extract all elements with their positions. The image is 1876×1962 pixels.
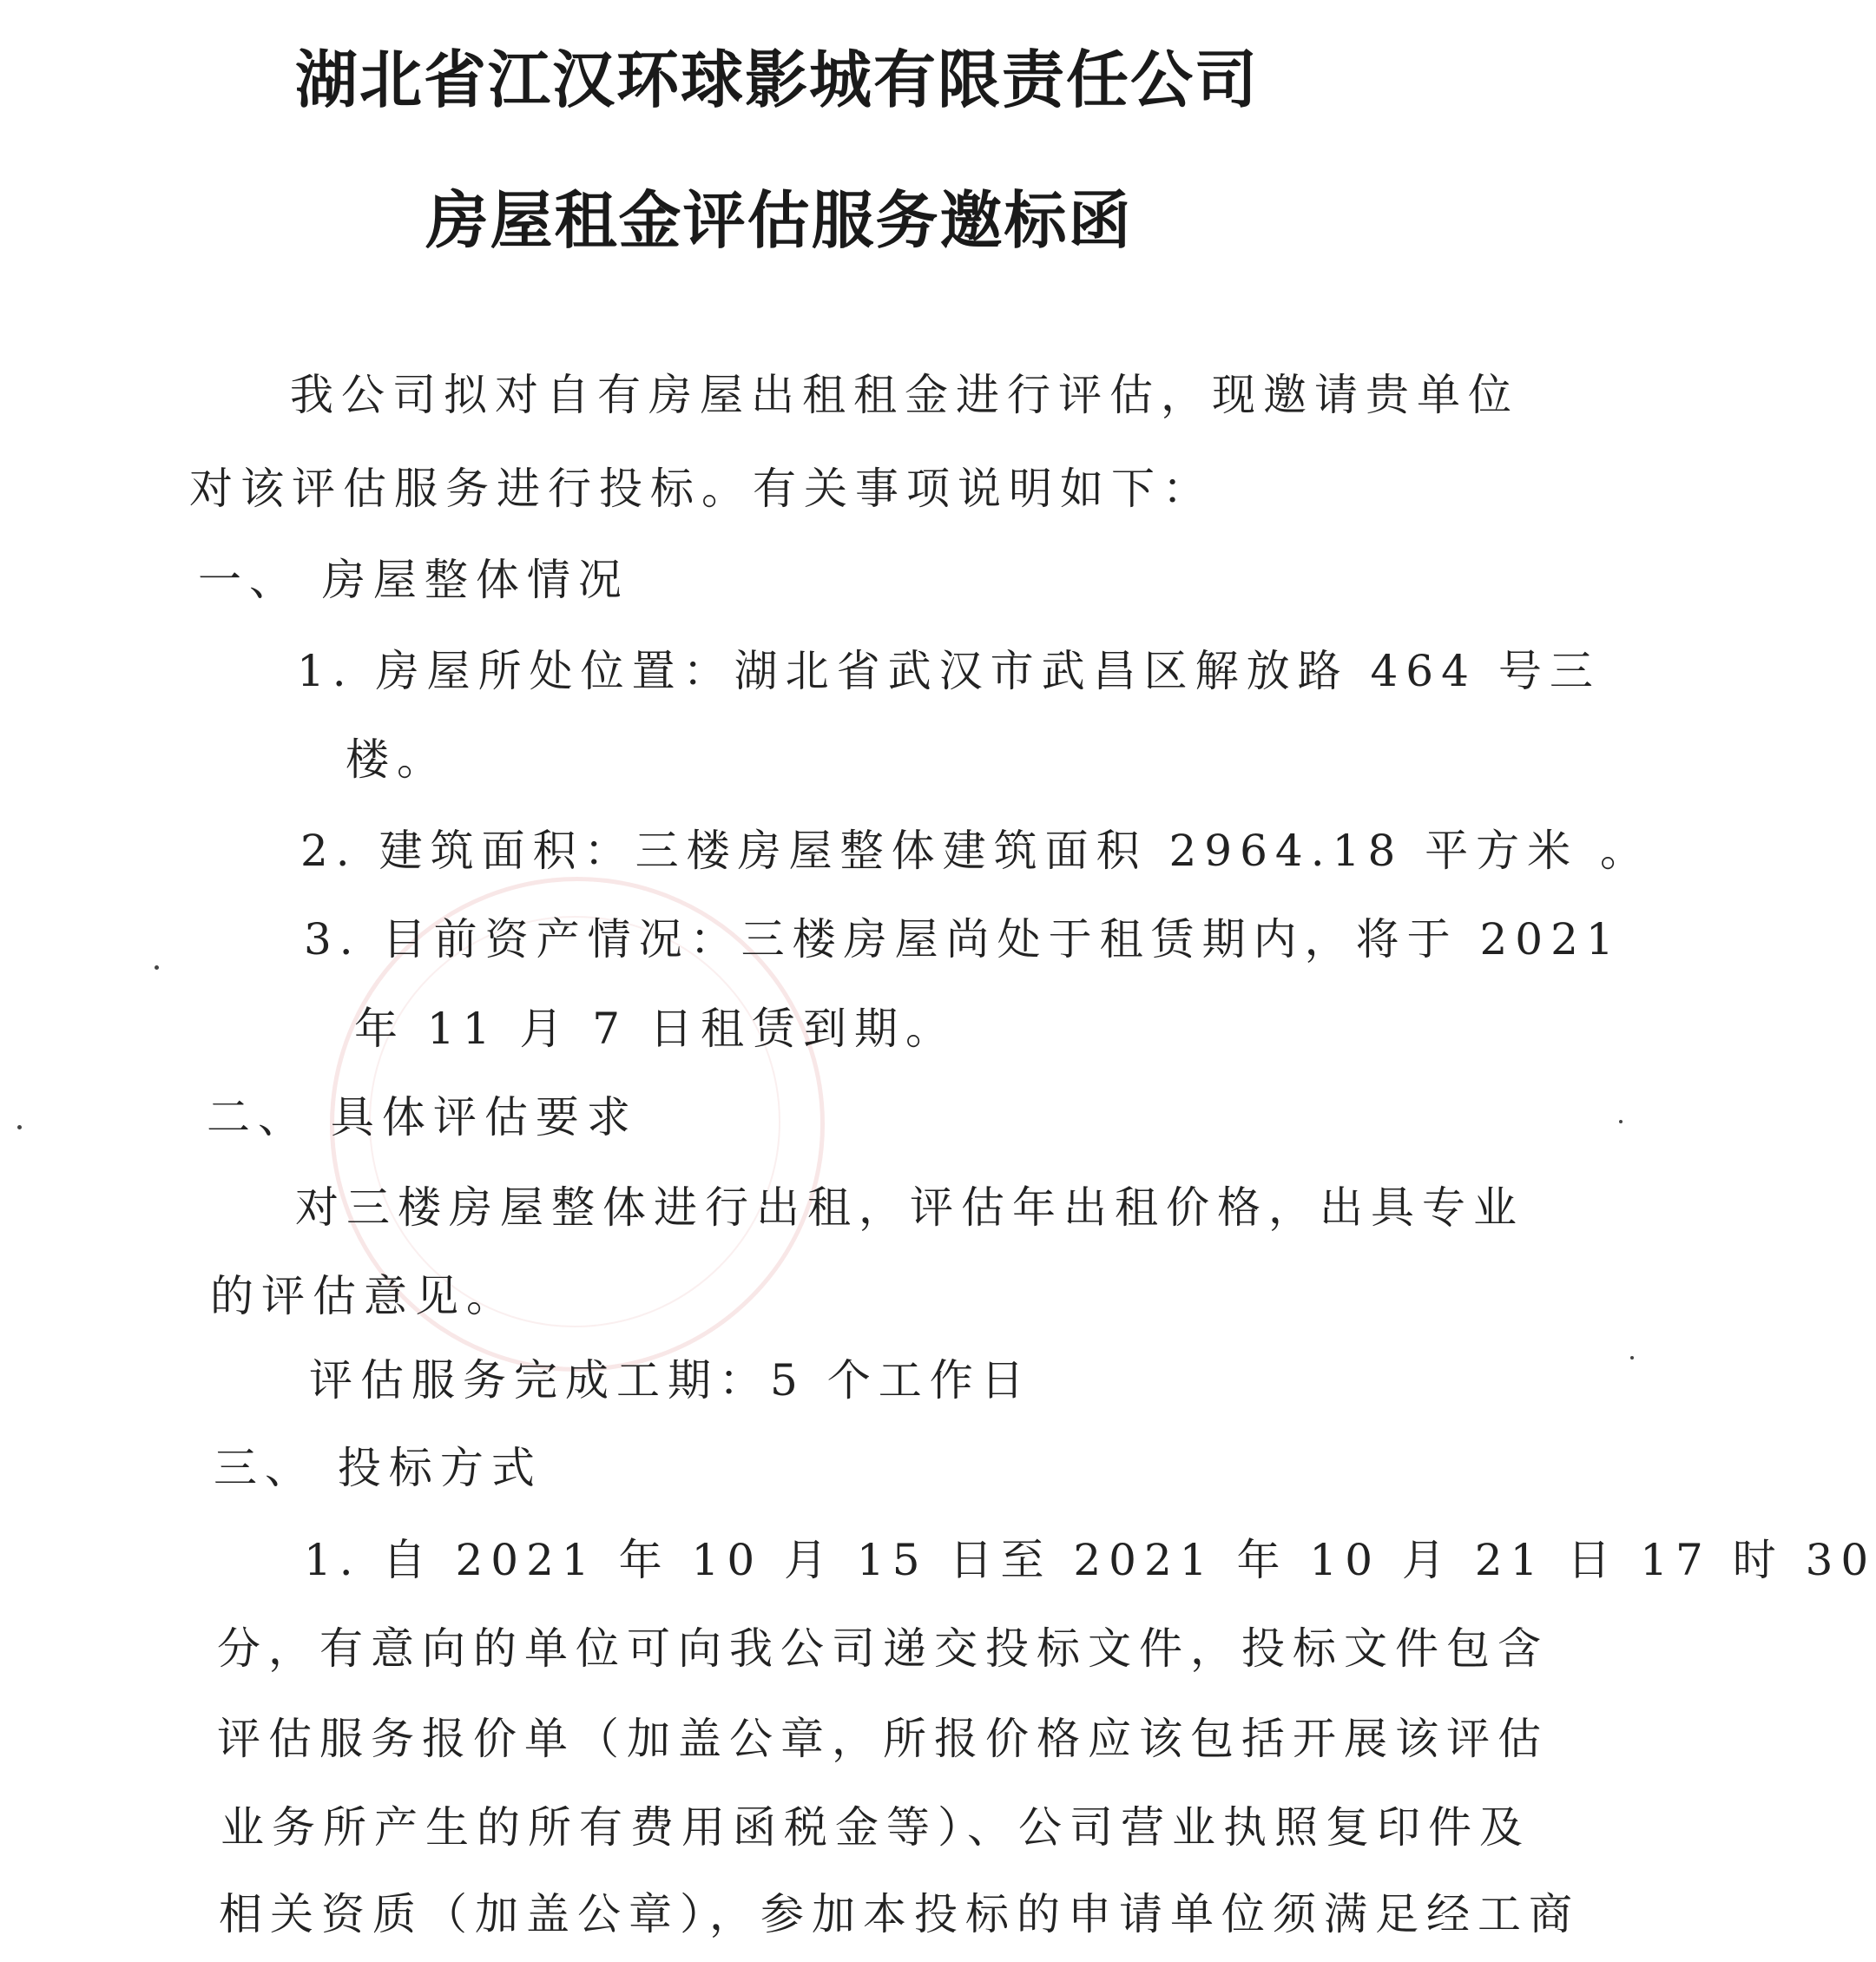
item-1-line-1: 1. 房屋所处位置：湖北省武汉市武昌区解放路 464 号三 xyxy=(297,646,1601,696)
section-3-heading: 三、 投标方式 xyxy=(214,1443,543,1493)
bid-line-5: 相关资质（加盖公章），参加本投标的申请单位须满足经工商 xyxy=(219,1889,1580,1939)
bid-line-3: 评估服务报价单（加盖公章，所报价格应该包括开展该评估 xyxy=(217,1714,1549,1764)
requirement-line-1: 对三楼房屋整体进行出租，评估年出租价格，出具专业 xyxy=(295,1182,1524,1233)
scan-speck xyxy=(1619,1120,1623,1123)
intro-line-2: 对该评估服务进行投标。有关事项说明如下： xyxy=(189,464,1214,514)
bid-line-4: 业务所产生的所有费用函税金等）、公司营业执照复印件及 xyxy=(221,1802,1530,1853)
section-1-heading: 一、 房屋整体情况 xyxy=(198,555,629,605)
company-title: 湖北省江汉环球影城有限责任公司 xyxy=(294,43,1259,116)
item-2-line: 2. 建筑面积：三楼房屋整体建筑面积 2964.18 平方米 。 xyxy=(300,826,1652,876)
item-1-line-2: 楼。 xyxy=(346,734,448,785)
scan-speck xyxy=(17,1125,22,1129)
requirement-line-2: 的评估意见。 xyxy=(210,1271,517,1321)
letter-subject-title: 房屋租金评估服务邀标函 xyxy=(425,184,1133,257)
bid-line-2: 分，有意向的单位可向我公司递交投标文件，投标文件包含 xyxy=(217,1623,1549,1674)
scan-speck xyxy=(155,965,159,970)
item-3-line-2: 年 11 月 7 日租赁到期。 xyxy=(354,1004,958,1054)
section-2-heading: 二、 具体评估要求 xyxy=(207,1092,638,1142)
intro-line-1: 我公司拟对自有房屋出租租金进行评估，现邀请贵单位 xyxy=(290,370,1519,420)
service-period-line: 评估服务完成工期：5 个工作日 xyxy=(309,1355,1032,1406)
item-3-line-1: 3. 目前资产情况：三楼房屋尚处于租赁期内，将于 2021 xyxy=(304,914,1622,965)
scan-speck xyxy=(1630,1356,1634,1360)
bid-line-1: 1. 自 2021 年 10 月 15 日至 2021 年 10 月 21 日 17 时 30 xyxy=(304,1535,1876,1585)
